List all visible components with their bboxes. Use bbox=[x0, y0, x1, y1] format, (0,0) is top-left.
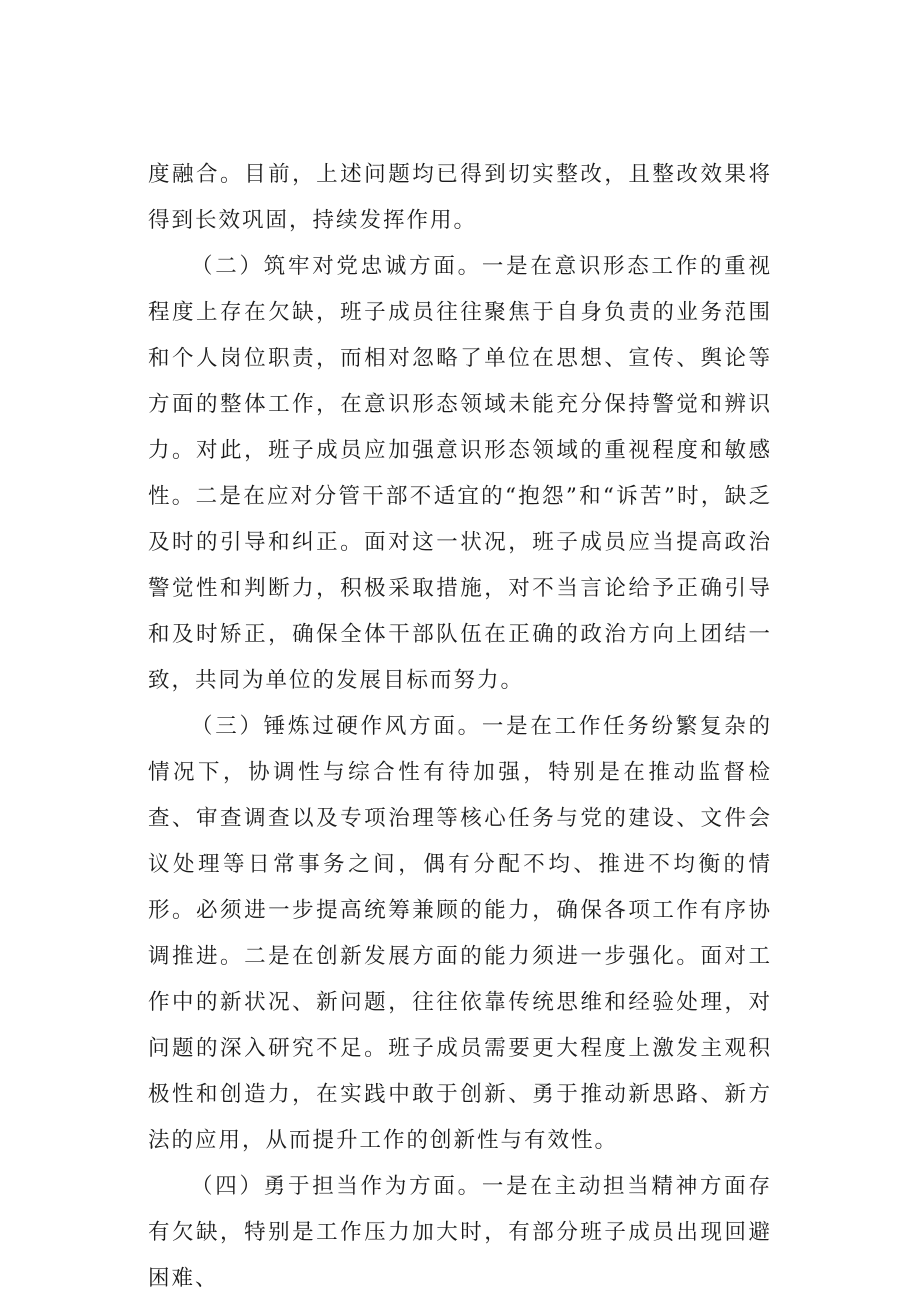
paragraph-section-4: （四）勇于担当作为方面。一是在主动担当精神方面存有欠缺，特别是工作压力加大时，有部分班子成员出现回避困难、 bbox=[148, 1174, 772, 1291]
paragraph-section-3: （三）锤炼过硬作风方面。一是在工作任务纷繁复杂的情况下，协调性与综合性有待加强，特别是在推动监督检查、审查调查以及专项治理等核心任务与党的建设、文件会议处理等日常事务之间，偶有分配不均、推进不均衡的情形。必须进一步提高统筹兼顾的能力，确保各项工作有序协调推进。二是在创新发展方面的能力须进一步强化。面对工作中的新状况、新问题，往往依靠传统思维和经验处理，对问题的深入研究不足。班子成员需要更大程度上激发主观积极性和创造力，在实践中敢于创新、勇于推动新思路、新方法的应用，从而提升工作的创新性与有效性。 bbox=[148, 714, 772, 1153]
paragraph-section-2: （二）筑牢对党忠诚方面。一是在意识形态工作的重视程度上存在欠缺，班子成员往往聚焦于自身负责的业务范围和个人岗位职责，而相对忽略了单位在思想、宣传、舆论等方面的整体工作，在意识形态领域未能充分保持警觉和辨识力。对此，班子成员应加强意识形态领域的重视程度和敏感性。二是在应对分管干部不适宜的“抱怨”和“诉苦”时，缺乏及时的引导和纠正。面对这一状况，班子成员应当提高政治警觉性和判断力，积极采取措施，对不当言论给予正确引导和及时矫正，确保全体干部队伍在正确的政治方向上团结一致，共同为单位的发展目标而努力。 bbox=[148, 254, 772, 693]
document-body bbox=[148, 152, 772, 1302]
paragraph-continuation: 度融合。目前，上述问题均已得到切实整改，且整改效果将得到长效巩固，持续发挥作用。 bbox=[148, 162, 772, 233]
